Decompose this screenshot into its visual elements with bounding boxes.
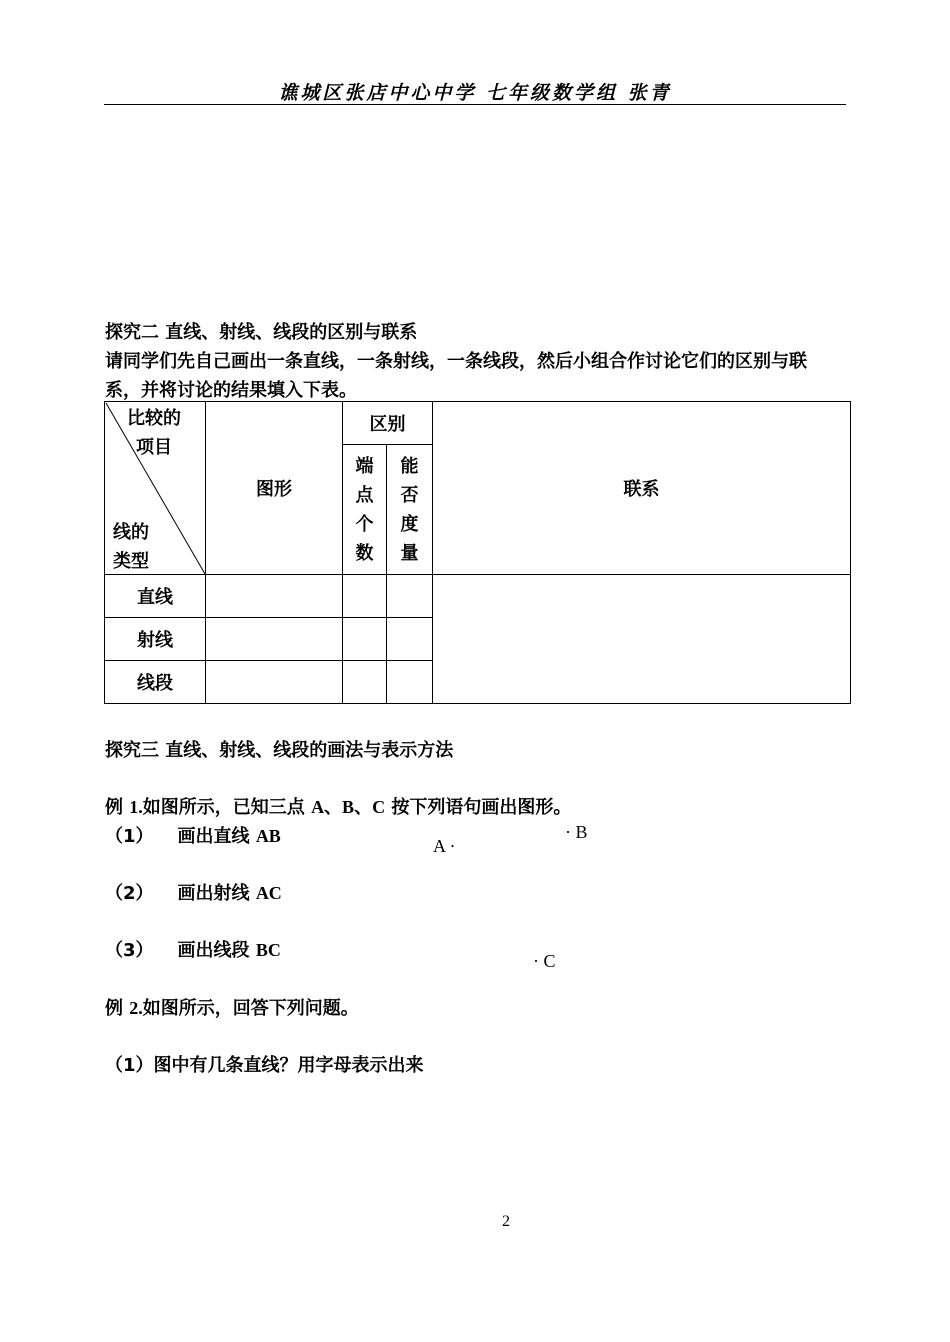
point-b-label: · B xyxy=(565,822,588,842)
row-label-segment: 线段 xyxy=(105,661,206,704)
corner-bottom-label: 线的 类型 xyxy=(113,522,149,572)
subheader-endpoints: 端 点 个 数 xyxy=(343,445,387,575)
subheader-measurable: 能 否 度 量 xyxy=(387,445,433,575)
cell-ray-endpoints[interactable] xyxy=(343,618,387,661)
section2-instruction-1: 请同学们先自己画出一条直线，一条射线，一条线段，然后小组合作讨论它们的区别与联 xyxy=(105,351,807,372)
header-difference: 区别 xyxy=(343,402,433,445)
cell-line-endpoints[interactable] xyxy=(343,575,387,618)
point-a-label: A · xyxy=(433,836,456,856)
example1-item-3: （3） 画出线段 BC xyxy=(105,940,281,961)
header-figure: 图形 xyxy=(206,402,343,575)
cell-line-figure[interactable] xyxy=(206,575,343,618)
page-number: 2 xyxy=(502,1213,510,1230)
cell-ray-figure[interactable] xyxy=(206,618,343,661)
section3-title: 探究三 直线、射线、线段的画法与表示方法 xyxy=(105,740,454,761)
cell-segment-endpoints[interactable] xyxy=(343,661,387,704)
header-relation: 联系 xyxy=(433,402,851,575)
example1-text: 例 1.如图所示，已知三点 A、B、C 按下列语句画出图形。 xyxy=(105,797,572,818)
comparison-table xyxy=(104,401,851,704)
section2-instruction-2: 系，并将讨论的结果填入下表。 xyxy=(105,380,357,401)
example2-question-1: （1）图中有几条直线？用字母表示出来 xyxy=(105,1055,424,1076)
cell-line-measurable[interactable] xyxy=(387,575,433,618)
cell-segment-measurable[interactable] xyxy=(387,661,433,704)
header-title: 谯城区张店中心中学 七年级数学组 张青 xyxy=(278,82,672,104)
cell-segment-figure[interactable] xyxy=(206,661,343,704)
example1-item-1: （1） 画出直线 AB xyxy=(105,826,281,847)
point-c-label: · C xyxy=(533,951,556,971)
example1-item-2: （2） 画出射线 AC xyxy=(105,883,282,904)
example2-text: 例 2.如图所示，回答下列问题。 xyxy=(105,998,359,1019)
header-rule xyxy=(104,104,846,105)
table-corner-cell xyxy=(105,402,206,575)
row-label-ray: 射线 xyxy=(105,618,206,661)
corner-top-label: 比较的 项目 xyxy=(127,408,181,458)
cell-ray-measurable[interactable] xyxy=(387,618,433,661)
cell-relation[interactable] xyxy=(433,575,851,704)
row-label-line: 直线 xyxy=(105,575,206,618)
section2-title: 探究二 直线、射线、线段的区别与联系 xyxy=(105,322,418,343)
